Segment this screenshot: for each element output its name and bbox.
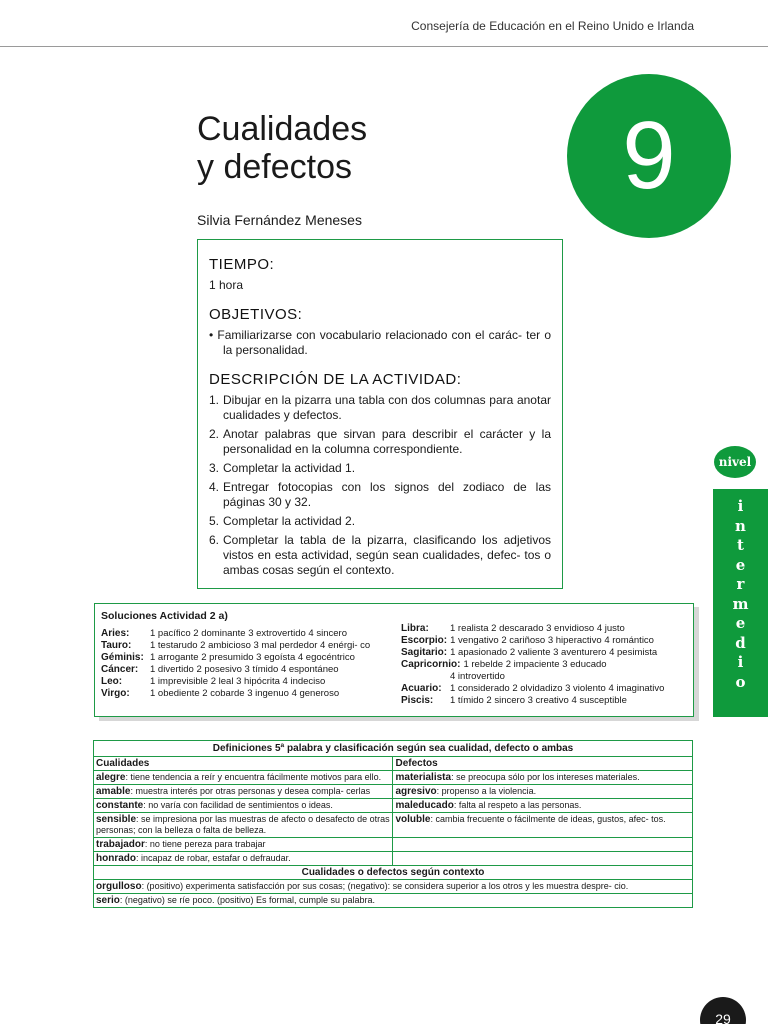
tiempo-value: 1 hora	[209, 278, 244, 292]
solution-row: Tauro: 1 testarudo 2 ambicioso 3 mal perdedor 4 enérgi- co	[101, 640, 371, 651]
solution-row: Libra: 1 realista 2 descarado 3 envidioso 4 justo	[401, 623, 625, 634]
level-letter: n	[735, 516, 746, 535]
table-cell: trabajador: no tiene pereza para trabajar	[94, 838, 393, 852]
table-row	[94, 838, 693, 852]
table-cell: sensible: se impresiona por las muestras de afecto o desafecto de otras personas; con la belleza o falta de belleza.	[94, 813, 393, 838]
solutions-box	[94, 603, 694, 717]
table-row	[94, 894, 693, 908]
level-letter: o	[735, 672, 746, 691]
level-letter: d	[735, 633, 746, 652]
level-letter: e	[735, 555, 746, 574]
title-line-1: Cualidades	[197, 110, 368, 148]
solution-row: Acuario: 1 considerado 2 olvidadizo 3 violento 4 imaginativo	[401, 683, 665, 694]
definitions-title: Definiciones 5ª palabra y clasificación según sea cualidad, defecto o ambas	[94, 741, 693, 757]
level-letter: r	[736, 575, 745, 593]
activity-box	[197, 239, 563, 589]
tiempo-section	[209, 256, 551, 293]
objetivos-heading: OBJETIVOS:	[209, 306, 303, 323]
table-cell: orgulloso: (positivo) experimenta satisfacción por sus cosas; (negativo): se considera superior a los otros y les muestra despre- cio.	[94, 880, 693, 894]
descripcion-section	[209, 371, 551, 578]
step-item: 3. Completar la actividad 1.	[209, 461, 356, 475]
objetivos-item: • Familiarizarse con vocabulario relacionado con el carác- ter o la personalidad.	[209, 328, 551, 357]
unit-number-circle: 9	[567, 74, 731, 238]
solutions-title: Soluciones Actividad 2 a)	[101, 610, 228, 622]
solutions-right-column	[401, 623, 693, 707]
steps-list	[209, 393, 551, 578]
solutions-left-column	[101, 628, 393, 700]
level-letter: i	[737, 653, 744, 671]
level-letter: m	[732, 594, 749, 613]
tiempo-heading: TIEMPO:	[209, 256, 275, 273]
title-line-2: y defectos	[197, 148, 352, 186]
solution-row: Sagitario: 1 apasionado 2 valiente 3 aventurero 4 pesimista	[401, 647, 658, 658]
solution-row: Cáncer: 1 divertido 2 posesivo 3 tímido 4 espontáneo	[101, 664, 339, 675]
solution-row-continuation: 4 introvertido	[450, 671, 505, 682]
table-cell	[393, 838, 693, 852]
step-item: 5. Completar la actividad 2.	[209, 514, 356, 528]
solution-row: Géminis: 1 arrogante 2 presumido 3 egoísta 4 egocéntrico	[101, 652, 355, 663]
step-item: 6. Completar la tabla de la pizarra, clasificando los adjetivos vistos en esta actividad, según sean cualidades, defec- tos o ambas cosas según el contexto.	[209, 533, 551, 577]
nivel-badge: nivel	[714, 446, 756, 478]
table-cell: materialista: se preocupa sólo por los intereses materiales.	[393, 771, 693, 785]
table-cell: honrado: incapaz de robar, estafar o defraudar.	[94, 852, 393, 866]
table-cell: maleducado: falta al respeto a las personas.	[393, 799, 693, 813]
level-letter: i	[737, 497, 744, 515]
table-cell: voluble: cambia frecuente o fácilmente de ideas, gustos, afec- tos.	[393, 813, 693, 838]
table-row	[94, 785, 693, 799]
solution-row: Piscis: 1 tímido 2 sincero 3 creativo 4 susceptible	[401, 695, 627, 706]
table-cell: serio: (negativo) se ríe poco. (positivo) Es formal, cumple su palabra.	[94, 894, 693, 908]
page-title	[197, 110, 367, 186]
table-row	[94, 813, 693, 838]
solution-row: Virgo: 1 obediente 2 cobarde 3 ingenuo 4 generoso	[101, 688, 340, 699]
table-cell: constante: no varía con facilidad de sentimientos o ideas.	[94, 799, 393, 813]
table-row	[94, 799, 693, 813]
context-heading: Cualidades o defectos según contexto	[94, 866, 693, 880]
table-cell: amable: muestra interés por otras personas y desea compla- cerlas	[94, 785, 393, 799]
table-cell: alegre: tiene tendencia a reír y encuentra fácilmente motivos para ello.	[94, 771, 393, 785]
table-row	[94, 880, 693, 894]
objetivos-section	[209, 306, 551, 358]
page-number: 29	[700, 997, 746, 1024]
solution-row: Leo: 1 imprevisible 2 leal 3 hipócrita 4 indeciso	[101, 676, 326, 687]
solution-row: Aries: 1 pacífico 2 dominante 3 extrovertido 4 sincero	[101, 628, 347, 639]
solution-row: Escorpio: 1 vengativo 2 cariñoso 3 hiperactivo 4 romántico	[401, 635, 654, 646]
author-name: Silvia Fernández Meneses	[197, 212, 362, 228]
step-item: 2. Anotar palabras que sirvan para describir el carácter y la personalidad en la columna correspondiente.	[209, 427, 551, 456]
table-cell: agresivo: propenso a la violencia.	[393, 785, 693, 799]
definitions-table	[93, 740, 693, 908]
column-header-cualidades: Cualidades	[94, 757, 393, 771]
table-row	[94, 771, 693, 785]
level-bar	[713, 489, 768, 717]
level-letter: e	[735, 614, 746, 632]
table-cell	[393, 852, 693, 866]
step-item: 1. Dibujar en la pizarra una tabla con dos columnas para anotar cualidades y defectos.	[209, 393, 551, 422]
header-text: Consejería de Educación en el Reino Unido e Irlanda	[411, 19, 694, 33]
table-row	[94, 852, 693, 866]
column-header-defectos: Defectos	[393, 757, 693, 771]
solution-row: Capricornio: 1 rebelde 2 impaciente 3 educado	[401, 659, 607, 670]
step-item: 4. Entregar fotocopias con los signos del zodiaco de las páginas 30 y 32.	[209, 480, 551, 509]
level-letter: t	[737, 536, 744, 554]
header-divider	[0, 46, 768, 47]
descripcion-heading: DESCRIPCIÓN DE LA ACTIVIDAD:	[209, 371, 462, 388]
